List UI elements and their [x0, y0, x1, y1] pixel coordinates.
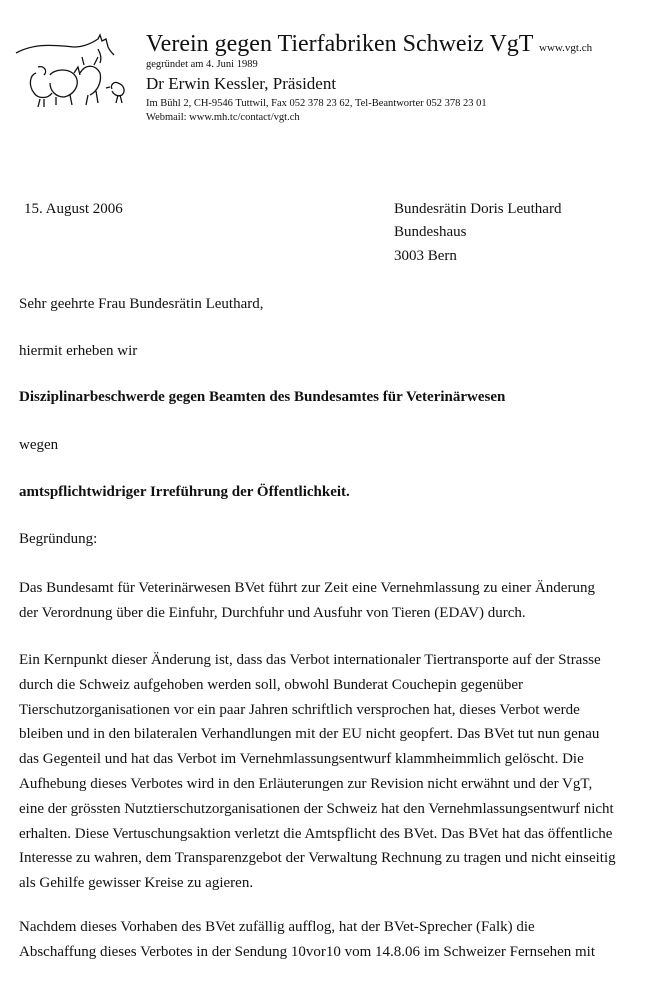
paragraph-line: Nachdem dieses Vorhaben des BVet zufällig aufflog, hat der BVet-Sprecher (Falk) die: [19, 919, 535, 935]
paragraph-1: [19, 576, 659, 626]
recipient-name: Bundesrätin Doris Leuthard: [394, 201, 562, 217]
letter-date: 15. August 2006: [24, 201, 123, 217]
paragraph-3: [19, 915, 659, 965]
paragraph-2: [19, 648, 659, 896]
paragraph-line: bleiben und in den bilateralen Verhandlungen mit der EU nicht geopfert. Das BVet tut nun genau: [19, 726, 600, 743]
recipient-city: 3003 Bern: [394, 248, 457, 264]
recipient-building: Bundeshaus: [394, 224, 467, 240]
vgt-logo-animals: [14, 33, 142, 113]
paragraph-line: erhalten. Diese Vertuschungsaktion verletzt die Amtspflicht des BVet. Das BVet hat das öffentliche: [19, 825, 613, 842]
wegen-line: wegen: [19, 437, 59, 453]
paragraph-line: Das Bundesamt für Veterinärwesen BVet führt zur Zeit eine Vernehmlassung zu einer Änderung: [19, 580, 595, 596]
salutation: Sehr geehrte Frau Bundesrätin Leuthard,: [19, 296, 264, 312]
webmail-link[interactable]: Webmail: www.mh.tc/contact/vgt.ch: [146, 112, 300, 123]
paragraph-line: eine der grössten Nutztierschutzorganisationen der Schweiz hat den Vernehmlassungsentwurf nicht: [19, 800, 614, 817]
president-name: Dr Erwin Kessler, Präsident: [146, 74, 337, 93]
founded-date: gegründet am 4. Juni 1989: [146, 59, 258, 70]
paragraph-line: das Gegenteil und hat das Verbot im Vernehmlassungsentwurf klammheimmlich gelöscht. Die: [19, 751, 584, 768]
paragraph-line: der Verordnung über die Einfuhr, Durchfuhr und Ausfuhr von Tieren (EDAV) durch.: [19, 604, 526, 621]
paragraph-line: Abschaffung dieses Verbotes in der Sendung 10vor10 vom 14.8.06 im Schweizer Fernsehen mit: [19, 943, 596, 960]
org-website-link[interactable]: www.vgt.ch: [539, 42, 593, 54]
paragraph-line: als Gehilfe gewisser Kreise zu agieren.: [19, 875, 254, 892]
reason-line: amtspflichtwidriger Irreführung der Öffentlichkeit.: [19, 484, 350, 500]
org-name: Verein gegen Tierfabriken Schweiz VgT: [146, 31, 534, 57]
subject-line: Disziplinarbeschwerde gegen Beamten des Bundesamtes für Veterinärwesen: [19, 389, 506, 405]
begruendung-heading: Begründung:: [19, 531, 98, 547]
org-address: Im Bühl 2, CH-9546 Tuttwil, Fax 052 378 23 62, Tel-Beantworter 052 378 23 01: [146, 98, 487, 109]
intro-line: hiermit erheben wir: [19, 343, 138, 359]
paragraph-line: Interesse zu wahren, dem Transparenzgebot der Verwaltung Rechnung zu tragen und nicht einseitig: [19, 850, 616, 867]
paragraph-line: Ein Kernpunkt dieser Änderung ist, dass das Verbot internationaler Tiertransporte auf der Strasse: [19, 652, 601, 668]
paragraph-line: Aufhebung dieses Verbotes wird in den Erläuterungen zur Revision nicht erwähnt und der VgT,: [19, 775, 593, 792]
paragraph-line: durch die Schweiz aufgehoben werden soll, obwohl Bunderat Couchepin gegenüber: [19, 676, 524, 693]
paragraph-line: Tierschutzorganisationen vor ein paar Jahren schriftlich versprochen hat, dieses Verbot werde: [19, 701, 580, 718]
